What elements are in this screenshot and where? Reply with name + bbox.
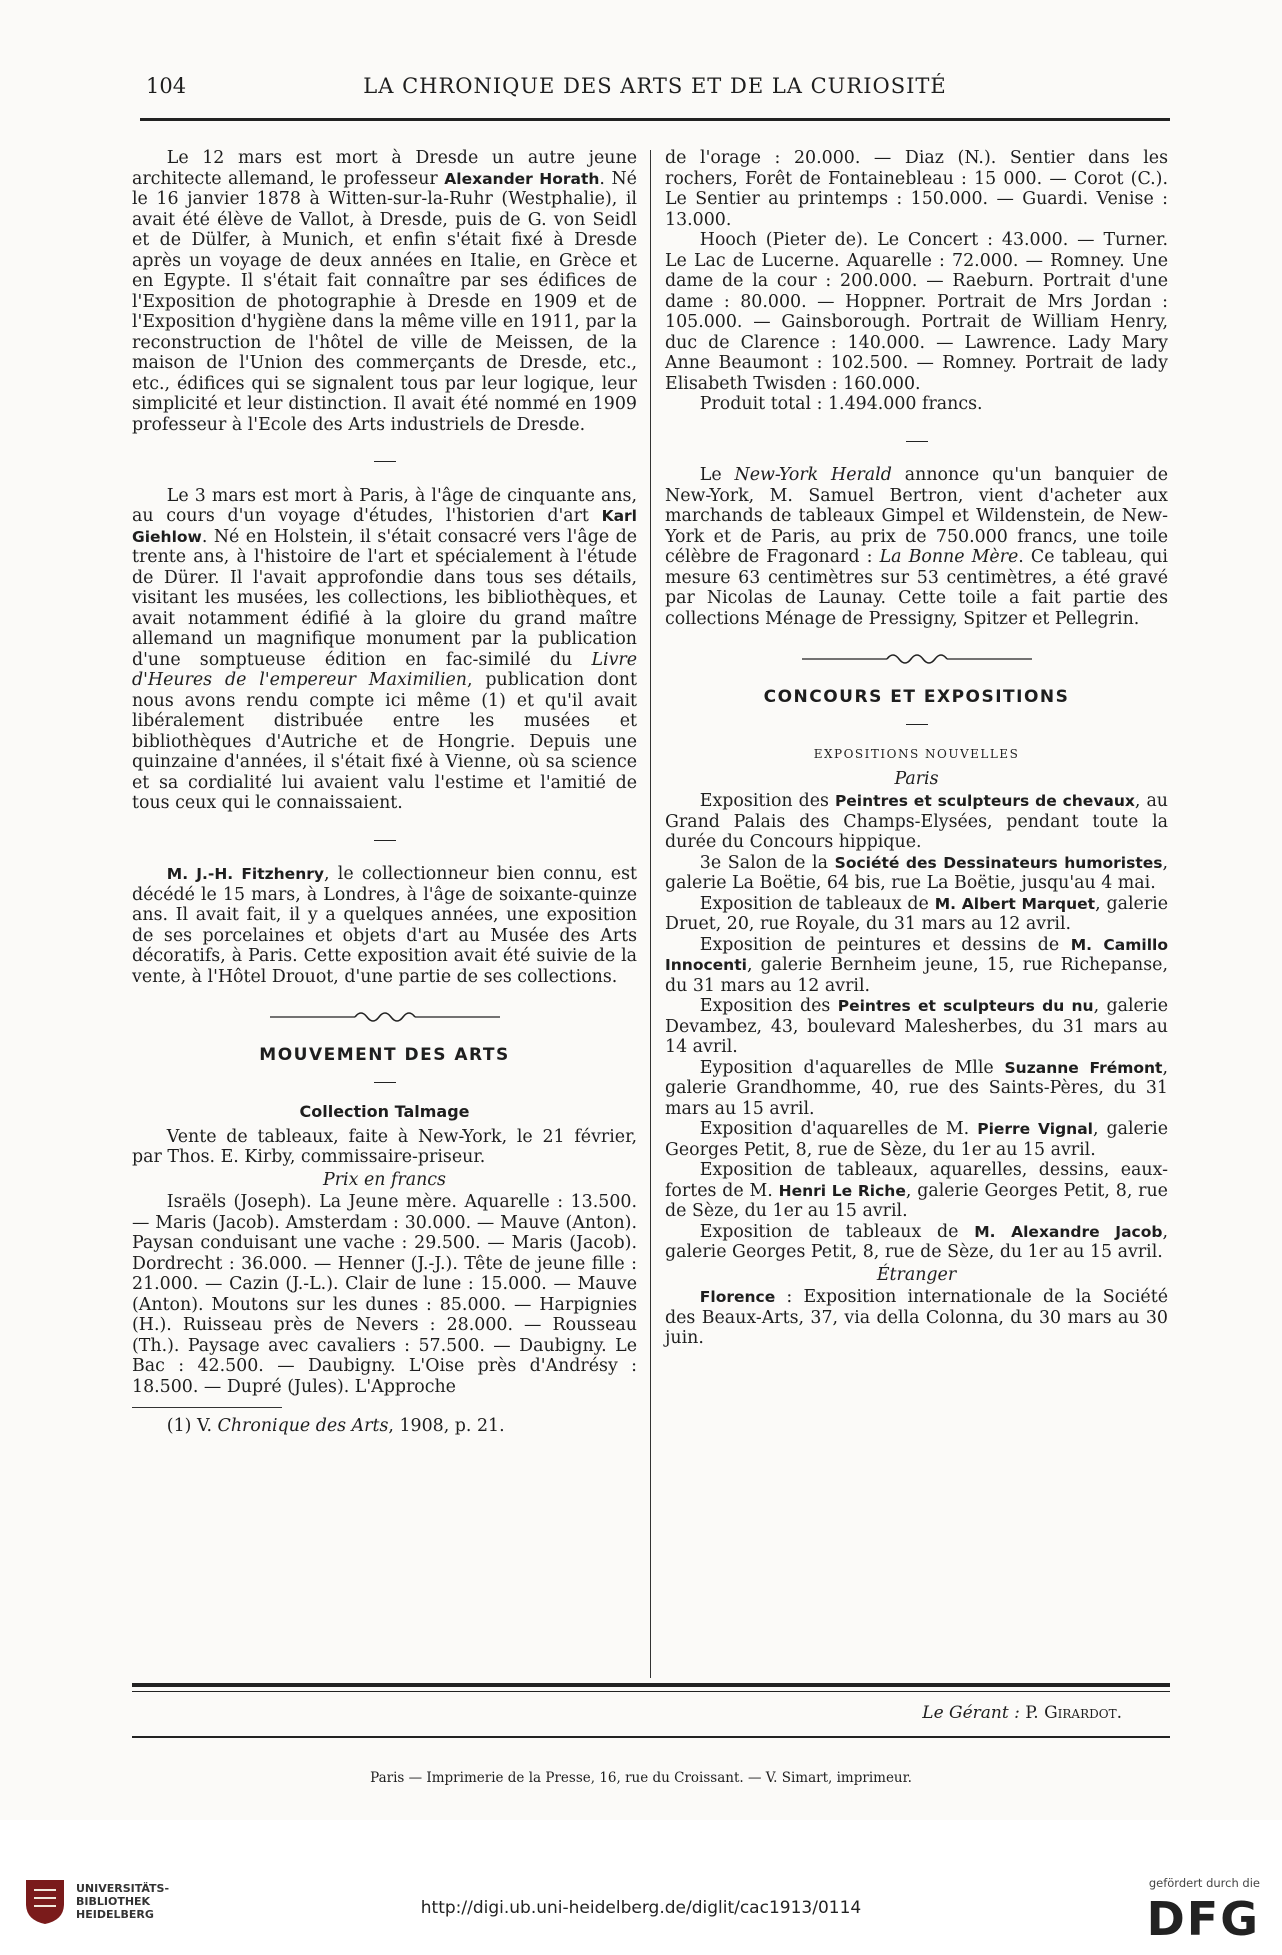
name-fitzhenry: M. J.-H. Fitzhenry [166, 865, 324, 883]
header-rule [140, 118, 1170, 121]
expo-item: Exposition de peintures et dessins de M. Camillo Innocenti, galerie Bernheim jeune, 15, rue Richepanse, du 31 mars au 12 avril. [665, 934, 1168, 996]
viewer-footer [0, 1820, 1282, 1955]
prices-label: Prix en francs [323, 1169, 446, 1190]
separator-dash [132, 451, 637, 472]
sale-list-continued: de l'orage : 20.000. — Diaz (N.). Sentier dans les rochers, Forêt de Fontainebleau : 15 000. — Corot (C.). Le Sentier au printemps : 150.000. — Guardi. Venise : 13.000. [665, 148, 1168, 230]
expo-item: Exposition de tableaux, aquarelles, dessins, eaux-fortes de M. Henri Le Riche, galerie Georges Petit, 8, rue de Sèze, du 1er au 15 avril. [665, 1160, 1168, 1221]
expo-item: Eyposition d'aquarelles de Mlle Suzanne Frémont, galerie Grandhomme, 40, rue des Saints-Pères, du 31 mars au 15 avril. [665, 1057, 1169, 1119]
sale-list-part2: Hooch (Pieter de). Le Concert : 43.000. — Turner. Le Lac de Lucerne. Aquarelle : 72.000. — Romney. Une dame de la cour : 200.000. — Raeburn. Portrait d'une dame : 80.000. — Hoppner. Portrait de Mrs Jordan : 105.000. — Gainsborough. Portrait de William Henry, duc de Clarence : 140.000. — Lawrence. Lady Mary Anne Beaumont : 102.500. — Romney. Portrait de lady Elisabeth Twisden : 160.000. [665, 230, 1168, 394]
left-column [132, 148, 637, 1437]
ornament-divider [132, 1005, 637, 1031]
expo-florence: Florence : Exposition internationale de la Société des Beaux-Arts, 37, via della Colonna, du 30 mars au 30 juin. [665, 1287, 1168, 1348]
gerant-line: Le Gérant : P. Girardot. [922, 1703, 1122, 1723]
bottom-rule-thin [132, 1691, 1170, 1692]
newspaper-title: New-York Herald [734, 465, 892, 485]
name-giehlow: Karl Giehlow [132, 507, 637, 546]
library-name: UNIVERSITÄTS- BIBLIOTHEK HEIDELBERG [76, 1882, 170, 1921]
expo-item: Exposition des Peintres et sculpteurs du nu, galerie Devambez, 43, boulevard Malesherbes, du 31 mars au 14 avril. [665, 996, 1169, 1057]
collection-title: Collection Talmage [299, 1102, 470, 1121]
printer-imprint: Paris — Imprimerie de la Presse, 16, rue du Croissant. — V. Simart, imprimeur. [370, 1770, 912, 1786]
place-paris: Paris [894, 768, 939, 789]
running-header [140, 74, 1170, 104]
section-title-concours: CONCOURS ET EXPOSITIONS [763, 687, 1070, 707]
section-title-mouvement: MOUVEMENT DES ARTS [259, 1045, 510, 1065]
place-etranger: Étranger [876, 1264, 957, 1285]
expo-item: 3e Salon de la Société des Dessinateurs humoristes, galerie La Boëtie, 64 bis, rue La Boëtie, jusqu'au 4 mai. [665, 852, 1169, 893]
name-horath: Alexander Horath [444, 169, 600, 188]
footnote-rule [132, 1407, 282, 1408]
expo-item: Exposition d'aquarelles de M. Pierre Vignal, galerie Georges Petit, 8, rue de Sèze, du 1er au 15 avril. [665, 1119, 1169, 1160]
separator-dash [665, 431, 1168, 452]
bottom-rule-thick [132, 1683, 1170, 1687]
column-divider [650, 150, 651, 1678]
separator-dash [665, 714, 1168, 735]
permalink-url[interactable]: http://digi.ub.uni-heidelberg.de/diglit/cac1913/0114 [420, 1898, 862, 1918]
sale-intro: Vente de tableaux, faite à New-York, le 21 février, par Thos. E. Kirby, commissaire-priseur. [132, 1126, 637, 1167]
right-column [665, 148, 1168, 1349]
expo-item: Exposition des Peintres et sculpteurs de chevaux, au Grand Palais des Champs-Elysées, pendant toute la durée du Concours hippique. [665, 791, 1169, 852]
funding-label: gefördert durch die [1148, 1876, 1260, 1890]
ornament-divider [665, 647, 1168, 673]
dfg-logo: DFG [1146, 1892, 1260, 1946]
separator-dash [132, 830, 637, 851]
herald-notice: Le New-York Herald annonce qu'un banquier de New-York, M. Samuel Bertron, vient d'acheter aux marchands de tableaux Gimpel et Wildenstein, de New-York et de Paris, au prix de 750.000 francs, une toile célèbre de Fragonard : La Bonne Mère. Ce tableau, qui mesure 63 centimètres sur 53 centimètres, a été gravé par Nicolas de Launay. Cette toile a fait partie des collections Ménage de Pressigny, Spitzer et Pellegrin. [665, 465, 1168, 629]
footnote: (1) V. Chronique des Arts, 1908, p. 21. [166, 1416, 505, 1436]
painting-title: La Bonne Mère [879, 547, 1019, 567]
expo-item: Exposition de tableaux de M. Alexandre Jacob, galerie Georges Petit, 8, rue de Sèze, du 1er au 15 avril. [665, 1221, 1168, 1262]
separator-dash [132, 1072, 637, 1093]
obituary-giehlow: Le 3 mars est mort à Paris, à l'âge de cinquante ans, au cours d'un voyage d'études, l'historien d'art Karl Giehlow. Né en Holstein, il s'était consacré vers l'âge de trente ans, à l'histoire de l'art et spécialement à l'étude de Dürer. Il l'avait approfondie dans tous ses détails, visitant les musées, les collections, les bibliothèques, et avait notamment édifié à la gloire du grand maître allemand un magnifique monument par la publication d'une somptueuse édition en fac-similé du Livre d'Heures de l'empereur Maximilien, publication dont nous avons rendu compte ici même (1) et qu'il avait libéralement distribuée entre les musées et bibliothèques d'Autriche et de Hongrie. Depuis une quinzaine d'années, il s'était fixé à Vienne, où sa science et sa cordialité lui avaient valu l'estime et l'amitié de tous ceux qui le connaissaient. [132, 485, 637, 813]
book-title: Livre d'Heures de l'empereur Maximilien [132, 649, 637, 690]
sale-list: Israëls (Joseph). La Jeune mère. Aquarelle : 13.500. — Maris (Jacob). Amsterdam : 30.000. — Mauve (Anton). Paysan conduisant une vache : 29.500. — Maris (Jacob). Dordrecht : 36.000. — Henner (J.-J.). Tête de jeune fille : 21.000. — Cazin (J.-L.). Clair de lune : 15.000. — Mauve (Anton). Moutons sur les dunes : 85.000. — Harpignies (H.). Ruisseau près de Nevers : 28.000. — Rousseau (Th.). Paysage avec cavaliers : 57.500. — Daubigny. Le Bac : 42.500. — Daubigny. L'Oise près d'Andrésy : 18.500. — Dupré (Jules). L'Approche [132, 1192, 637, 1397]
sale-total: Produit total : 1.494.000 francs. [699, 394, 983, 414]
obituary-horath: Le 12 mars est mort à Dresde un autre jeune architecte allemand, le professeur Alexander Horath. Né le 16 janvier 1878 à Witten-sur-la-Ruhr (Westphalie), il avait été élève de Vallot, à Dresde, puis de G. von Seidl et de Dülfer, à Munich, et enfin s'était fixé à Dresde après un voyage de deux années en Italie, en Grèce et en Egypte. Il s'était fait connaître par ses édifices de l'Exposition de photographie à Dresde en 1909 et de l'Exposition d'hygiène dans la même ville en 1911, par la reconstruction de l'hôtel de ville de Meissen, de la maison de l'Union des commerçants de Dresde, etc., etc., édifices qui se signalent tous par leur logique, leur simplicité et leur distinction. Il avait été nommé en 1909 professeur à l'Ecole des Arts industriels de Dresde. [132, 148, 637, 435]
expo-item: Exposition de tableaux de M. Albert Marquet, galerie Druet, 20, rue Royale, du 31 mars au 12 avril. [665, 893, 1169, 934]
running-title: LA CHRONIQUE DES ARTS ET DE LA CURIOSITÉ [363, 74, 947, 98]
subsection-title: EXPOSITIONS NOUVELLES [813, 747, 1020, 761]
imprint-rule [132, 1736, 1170, 1738]
obituary-fitzhenry: M. J.-H. Fitzhenry, le collectionneur bien connu, est décédé le 15 mars, à Londres, à l'âge de soixante-quinze ans. Il avait fait, il y a quelques années, une exposition de ses porcelaines et objets d'art au Musée des Arts décoratifs, à Paris. Cette exposition avait été suivie de la vente, à l'Hôtel Drouot, d'une partie de ses collections. [132, 864, 637, 987]
page-number: 104 [146, 74, 187, 98]
